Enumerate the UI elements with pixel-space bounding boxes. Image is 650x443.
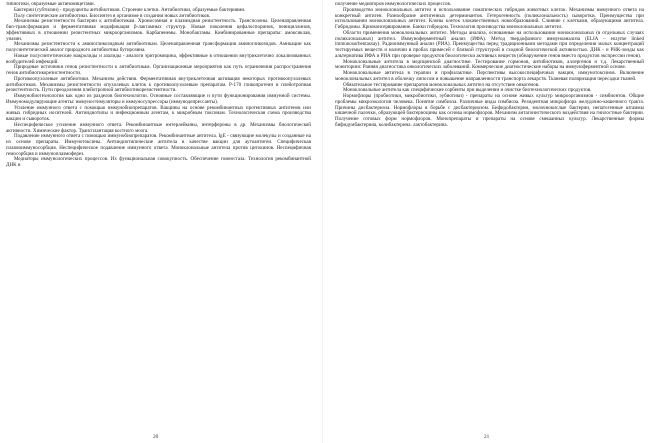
- left-page: [6, 2, 311, 429]
- left-paragraph: Полу синтетические антибиотики. Биосинтез в организме в создании новых антибиотиков.: [14, 12, 211, 19]
- left-paragraph: тибиотики, образуемые актиномицетами.: [6, 2, 95, 7]
- left-paragraph: Новые полусинтетические макролиды и азалиды - аналоги эритромицина, эффективные в отношении внутриклеточно локализованных возбудителей инфекций.: [6, 52, 311, 65]
- left-paragraph: Неспецифическое усиление иммунного ответа. Рекомбинантные интерлейкины, интерфероны в др. Механизмы биологической активности. Химические фактор. Трансплантация костного мозга.: [6, 121, 311, 134]
- left-paragraph: Усиление иммунного ответа с помощью иммунобиопрепаратов. Вакцины на основе рекомбинантных протективных антигенов или живых гибридных носителей. Антиидиотипы и инфекционным агентам, к микробным токсинам. Технологическая схема производства вакцин и сывороток.: [6, 104, 311, 122]
- left-paragraph: Механизмы резистентности бактерии к антибиотикам. Хромосомная и плазмидная резистентность. Транспозоны. Целенаправленная био-трансформация и ферментативная модификация β-лактамных структур. Новые поколения цефалоспоринов, пенициллинов, эффективных в отношении резистентных микроорганизмов. Карбапенемы. Монобактамы. Комбинированные препараты: амоксиклав, уназин.: [6, 18, 311, 42]
- right-paragraph: Обязательное тестирование препаратов моноклональных антител на отсутствие онкогенов.: [343, 81, 540, 88]
- left-paragraph: Противоопухолевые антибиотики. Механизм действия. Ферментативная внутриклеточная активация некоторых противоопухолевых антибиотиков. Механизмы резистентности опухолевых клеток к противоопухолевым препаратам. Р-170 гликопротеин и плейотропная резистентность. Пути преодоления плейотропной антибиотикорезистентности.: [6, 75, 311, 94]
- right-page-number: 21: [484, 434, 490, 440]
- right-paragraph: Моноклональные антитела в медицинской диагностике. Тестирование гормонов, антибиотиков, аллергенов и т.д. Лекарственный мониторинг. Ранняя диагностика онкологических заболеваний. Коммерческие диагностические наборы на иммуноферментной основе.: [335, 58, 644, 71]
- page-gutter: [322, 0, 323, 443]
- right-paragraph: Моноклональные антитела как специфические сорбенты при выделении и очистке биотехнологических продуктов.: [343, 87, 592, 94]
- right-paragraph: Моноклональные антитела в терапии и профилактике. Перспективы высокоспецифичных вакцин, иммунотоксинов. Включение моноклональных антител в оболочку липосом и повышение направленности транспорта лекарств. Тканевая поляризация пересадки тканей.: [335, 70, 644, 82]
- left-paragraph: Подавление иммунного ответа с помощью иммунобиопрепаратов. Рекомбинантные антитела. IgE - связующие молекулы и созданные на их основе препараты. Иммунотоксины. Антиидиотипические антитела в качестве вакцин для аутоантиген. Специфическая плазмоиммуносорбция. Неспецифическое подавление иммунного ответа. Моноклональные антитела против цитокинов. Неспецифичная гемосорбция и иммуноплазмоферез.: [6, 133, 311, 157]
- right-paragraph: Производство моноклональных антител и использование соматических гибридов животных клеток. Механизмы иммунного ответа на конкретный антиген. Разнообразие антигенных детерминантов. Гетерогенность (поликлональность) сыворотки. Преимущества при использовании моноклональных антител. Клоны клеток злокачественных новообразований. Слияние с клетками, образующими антитела. Гибридомы. Криоконсервирование. Банки гибридом. Технология производства моноклональных антител.: [335, 6, 644, 30]
- right-paragraph: получение медиаторов иммунологических процессов.: [335, 2, 452, 7]
- left-paragraph: Механизмы резистентности к аминогликозидным антибиотикам. Целенаправленная трансформация аминогликозидов. Амикацин как полусинтетический аналог природного антибиотика бутирозина.: [6, 41, 311, 53]
- right-paragraph: Нормофлоры (пробиотики, микробиотики, эубиотики) - препараты на основе живых культур микроорганизмов - симбионтов. Общие проблемы микроэкологии человека. Понятие симбиоза. Различные виды симбиоза. Резидентная микрофлора желудочно-кишечного тракта. Причины дисбактериоза. Нормофлоры в борьбе с дисбактериозом. Бифидобактерии, молочнокислые бактерии, непатогенные штаммы кишечной палочки, образующей бактериоцины как основа нормофлоров. Механизм антагонистического воздействия на гнилостные бактерии. Получение готовых форм нормофлоров. Монопрепараты и препараты на основе смешанных культур. Лекарственные формы бифидумбактерина, колибактерина. лактобактерина.: [335, 93, 644, 128]
- left-paragraph: Природные источники генов резистентности к антибиотикам. Организационные мероприятия как путь ограничения распространения генов антибиотикорезистентности.: [6, 64, 311, 76]
- right-page: [335, 2, 644, 429]
- left-page-number: 20: [153, 434, 159, 440]
- left-paragraph: Иммунобиотехнология как одно из разделов биотехнологии. Основные составляющие и пути функционирования иммунной системы. Иммуномодулирующие агенты: иммуностимуляторы и иммуносупрессоры (иммунодепрессанты).: [6, 93, 311, 105]
- right-paragraph: Области применения моноклональных антител. Методы анализа, основанные на использовании моноклональных (в отдельных случаях поликлональных) антител. Иммуноферментный анализ (ИФА). Метод твердофазного иммуноанализа (ELIA – enzyme linked immunosorbentassay). Радиоиммунный анализ (РИА). Преимущества перед традиционными методами при определении малых концентраций тестируемых веществ и наличии в пробах примесей с близкой структурой и сходной биологической активностью. ДНК - и РНК-зонды как альтернатива ИФА и РИА при проверке продуктов биологически активных веществ (обнаружение генов вместо продуктов экспрессии генов).: [335, 29, 644, 59]
- left-paragraph: Бактерии (субтилин) - продуценты антибиотиков. Строение клетки. Антибиотики, образуемые бактериями.: [14, 6, 246, 13]
- left-paragraph: Медиаторы иммунологических процессов. Их функциональная совокупность. Обеспечение гомеостаза. Технология рекомбинантной ДНК и: [6, 156, 311, 168]
